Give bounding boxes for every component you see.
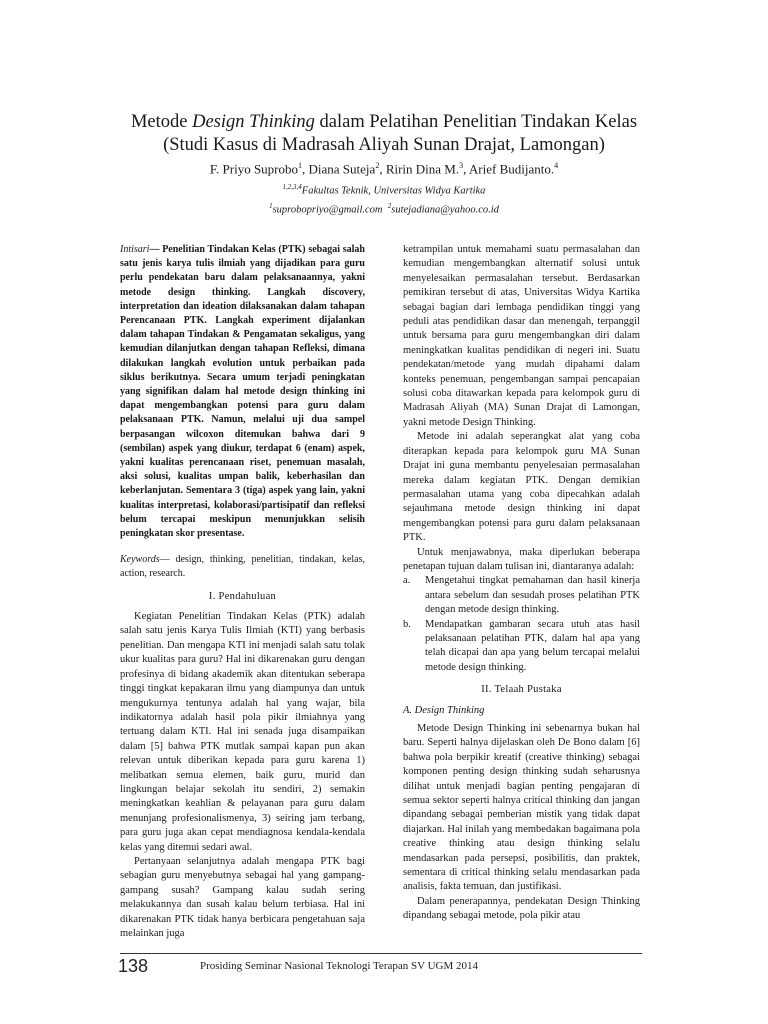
affiliation-sup: 1,2,3,4 [282, 183, 302, 191]
keywords-text: — design, thinking, penelitian, tindakan, kelas, action, research. [120, 554, 365, 580]
paragraph: Dalam penerapannya, pendekatan Design Thinking dipandang sebagai metode, pola pikir atau [403, 895, 640, 922]
author-sup: 3 [459, 161, 464, 170]
objectives-list [403, 574, 640, 675]
paper-title [80, 111, 688, 157]
author-sup: 2 [375, 161, 380, 170]
title-line2: (Studi Kasus di Madrasah Aliyah Sunan Drajat, Lamongan) [163, 135, 605, 155]
list-marker: a. [403, 575, 411, 587]
subsection-heading: A. Design Thinking [403, 704, 485, 716]
author-sup: 1 [298, 161, 303, 170]
email-link[interactable]: sutejadiana@yahoo.co.id [391, 204, 499, 215]
list-item-text: Mengetahui tingkat pemahaman dan hasil kinerja antara sebelum dan sesudah proses pelatihan PTK dengan metode design thinking. [425, 575, 640, 616]
list-item [403, 574, 640, 617]
author-name: Ririn Dina M. [385, 161, 460, 177]
author-list: F. Priyo Suprobo$^1$, Diana Suteja$^2$, Ririn Dina M.$^3$, Arief Budijanto.$^4$ [209, 161, 559, 177]
proceedings-title: Prosiding Seminar Nasional Teknologi Terapan SV UGM 2014 [200, 960, 479, 972]
list-item-text: Mendapatkan gambaran secara utuh atas hasil pelaksanaan pelatihan PTK, dalam hal apa yang telah dicapai dan apa yang belum tercapai melalui metode design thinking. [425, 618, 640, 673]
keywords-lead: Keywords [120, 554, 160, 566]
keywords [120, 553, 365, 581]
paragraph: ketrampilan untuk memahami suatu permasalahan dan kemudian mengembangkan alternatif solusi untuk menyelesaikan permasalahan tersebut. Berdasarkan pemikiran tersebut di atas, Universitas Widya Kartika sebagai bagian dari lembaga pendidikan tinggi yang peduli atas pendidikan dasar dan menengah, terpanggil untuk bersama para guru mengembangkan diri dalam meningkatkan kualitas pendidikan di negeri ini. Suatu pendekatan/metode yang mudah dipahami dalam konteks penemuan, pengembangan sampai pencapaian solusi coba ditawarkan kepada para kelompok guru di Madrasah Aliyah (MA) Sunan Drajat di Lamongan, yakni metode Design Thinking. [403, 244, 640, 428]
abstract-lead: Intisari [120, 244, 150, 255]
email-sup: 1 [269, 201, 273, 210]
author-name: F. Priyo Suprobo [209, 161, 299, 177]
paragraph: Metode Design Thinking ini sebenarnya bukan hal baru. Seperti halnya dijelaskan oleh De Bono dalam [6] bahwa pola berpikir kreatif (creative thinking) sebagai komponen penting design thinking sudah seharusnya dilihat untuk menjadi bagian penting pengajaran di semua sektor seperti halnya critical thinking dan jangan dipandang sebagai pemberian mistik yang tidak dapat diajarkan. Hal inilah yang membedakan bagaimana pola creative thinking atau design thinking selalu mendasarkan pada persepsi, posibilitis, dan praktek, sementara di critical thinking selalu mendasarkan pada analisis, fakta temuan, dan justifikasi. [403, 723, 640, 893]
paragraph: Kegiatan Penelitian Tindakan Kelas (PTK) adalah salah satu jenis Karya Tulis Ilmiah (KTI) yang berbasis penelitian. Dan mengapa KTI ini menjadi salah satu tolak ukur kualitas para guru? Hal ini dikarenakan guru dengan profesinya di bidang akademik akan ditentukan seberapa tinggi tingkat kepakaran ilmu yang diampunya dan untuk mengukurnya tentunya adalah hal yang wajar, bila indikatornya adalah hasil pola pikir ilmiahnya yang tertuang dalam KTI. Hal ini senada juga disampaikan dalam [5] bahwa PTK mutlak sampai kapan pun akan relevan untuk diberikan kepada para guru karena 1) melibatkan semua elemen, baik guru, murid dan lingkungan belajar sekolah itu sendiri, 2) semakin meningkatkan keahlian & pelayanan para guru dalam menunjang profesionalismenya, 3) seiring jam terbang, para guru juga akan cepat mendiagnosa kendala-kendala kelas yang ditemui sedari awal. [120, 611, 365, 853]
list-marker: b. [403, 618, 411, 630]
email-sup: 2 [387, 201, 392, 210]
footer-rule [120, 953, 642, 954]
affiliation-block [80, 180, 688, 217]
section-heading: I. Pendahuluan [208, 590, 277, 602]
title-line1-italic: Design Thinking [192, 112, 315, 132]
page-number: 138 [118, 956, 149, 976]
author-name: Arief Budijanto. [468, 161, 555, 177]
list-item [403, 618, 640, 676]
paragraph: Untuk menjawabnya, maka diperlukan beberapa penetapan tujuan dalam tulisan ini, diantaranya adalah: [403, 546, 640, 572]
right-column [403, 243, 640, 924]
left-column [120, 243, 365, 941]
email-link[interactable]: suprobopriyo@gmail.com [272, 204, 383, 215]
title-line1-post: dalam Pelatihan Penelitian Tindakan Kelas [314, 112, 638, 132]
paragraph: Metode ini adalah seperangkat alat yang coba diterapkan kepada para kelompok guru MA Sunan Drajat ini guna membantu penyelesaian permasalahan mereka dalam kegiatan PTK. Dengan demikian permasalahan utama yang coba dipecahkan adalah sejauhmana metode design thinking ini dapat mengembangkan potensi para guru dalam pelaksanaan PTK. [403, 431, 640, 544]
abstract-text: — Penelitian Tindakan Kelas (PTK) sebagai salah satu jenis karya tulis ilmiah yang dijadikan para guru perlu pendekatan baru dalam pelaksanaannya, yakni metode design thinking. Langkah discovery, interpretation dan ideation dilaksanakan dalam tahapan Perencanaan PTK. Langkah experiment dijalankan dalam tahapan Tindakan & Pengamatan sekaligus, yang kemudian dilanjutkan dengan tahapan Refleksi, dimana dilakukan langkah evolution untuk perbaikan pada siklus berikutnya. Secara umum terjadi peningkatan yang signifikan dalam hal metode design thinking ini dapat mengembangkan potensi para guru dalam pelaksanaan PTK. Namun, melalui uji dua sampel berpasangan wilcoxon ditemukan bahwa dari 9 (sembilan) aspek yang diukur, terdapat 6 (enam) aspek, yakni kualitas perencanaan riset, penemuan masalah, aksi solusi, kualitas umpan balik, keberhasilan dan keberlanjutan. Sementara 3 (tiga) aspek yang lain, yakni kualitas interpretasi, kolaborasi/partisipatif dan refleksi belum tercapai meskipun menunjukkan selisih peningkatan skor presentase. [120, 244, 365, 540]
author-name: Diana Suteja [308, 161, 376, 177]
author-sup: 4 [554, 161, 559, 170]
affiliation: Fakultas Teknik, Universitas Widya Kartika [301, 185, 486, 197]
abstract [120, 243, 365, 541]
paragraph: Pertanyaan selanjutnya adalah mengapa PTK bagi sebagian guru menyebutnya sebagai hal yang gampang-gampang susah? Gampang kalau sudah sering melakukannya dan susah kalau belum terbiasa. Hal ini dikarenakan PTK tidak hanya berbicara pengetahuan saja melainkan juga [120, 855, 365, 940]
title-line1-pre: Metode [130, 112, 193, 132]
section-heading: II. Telaah Pustaka [481, 684, 562, 696]
